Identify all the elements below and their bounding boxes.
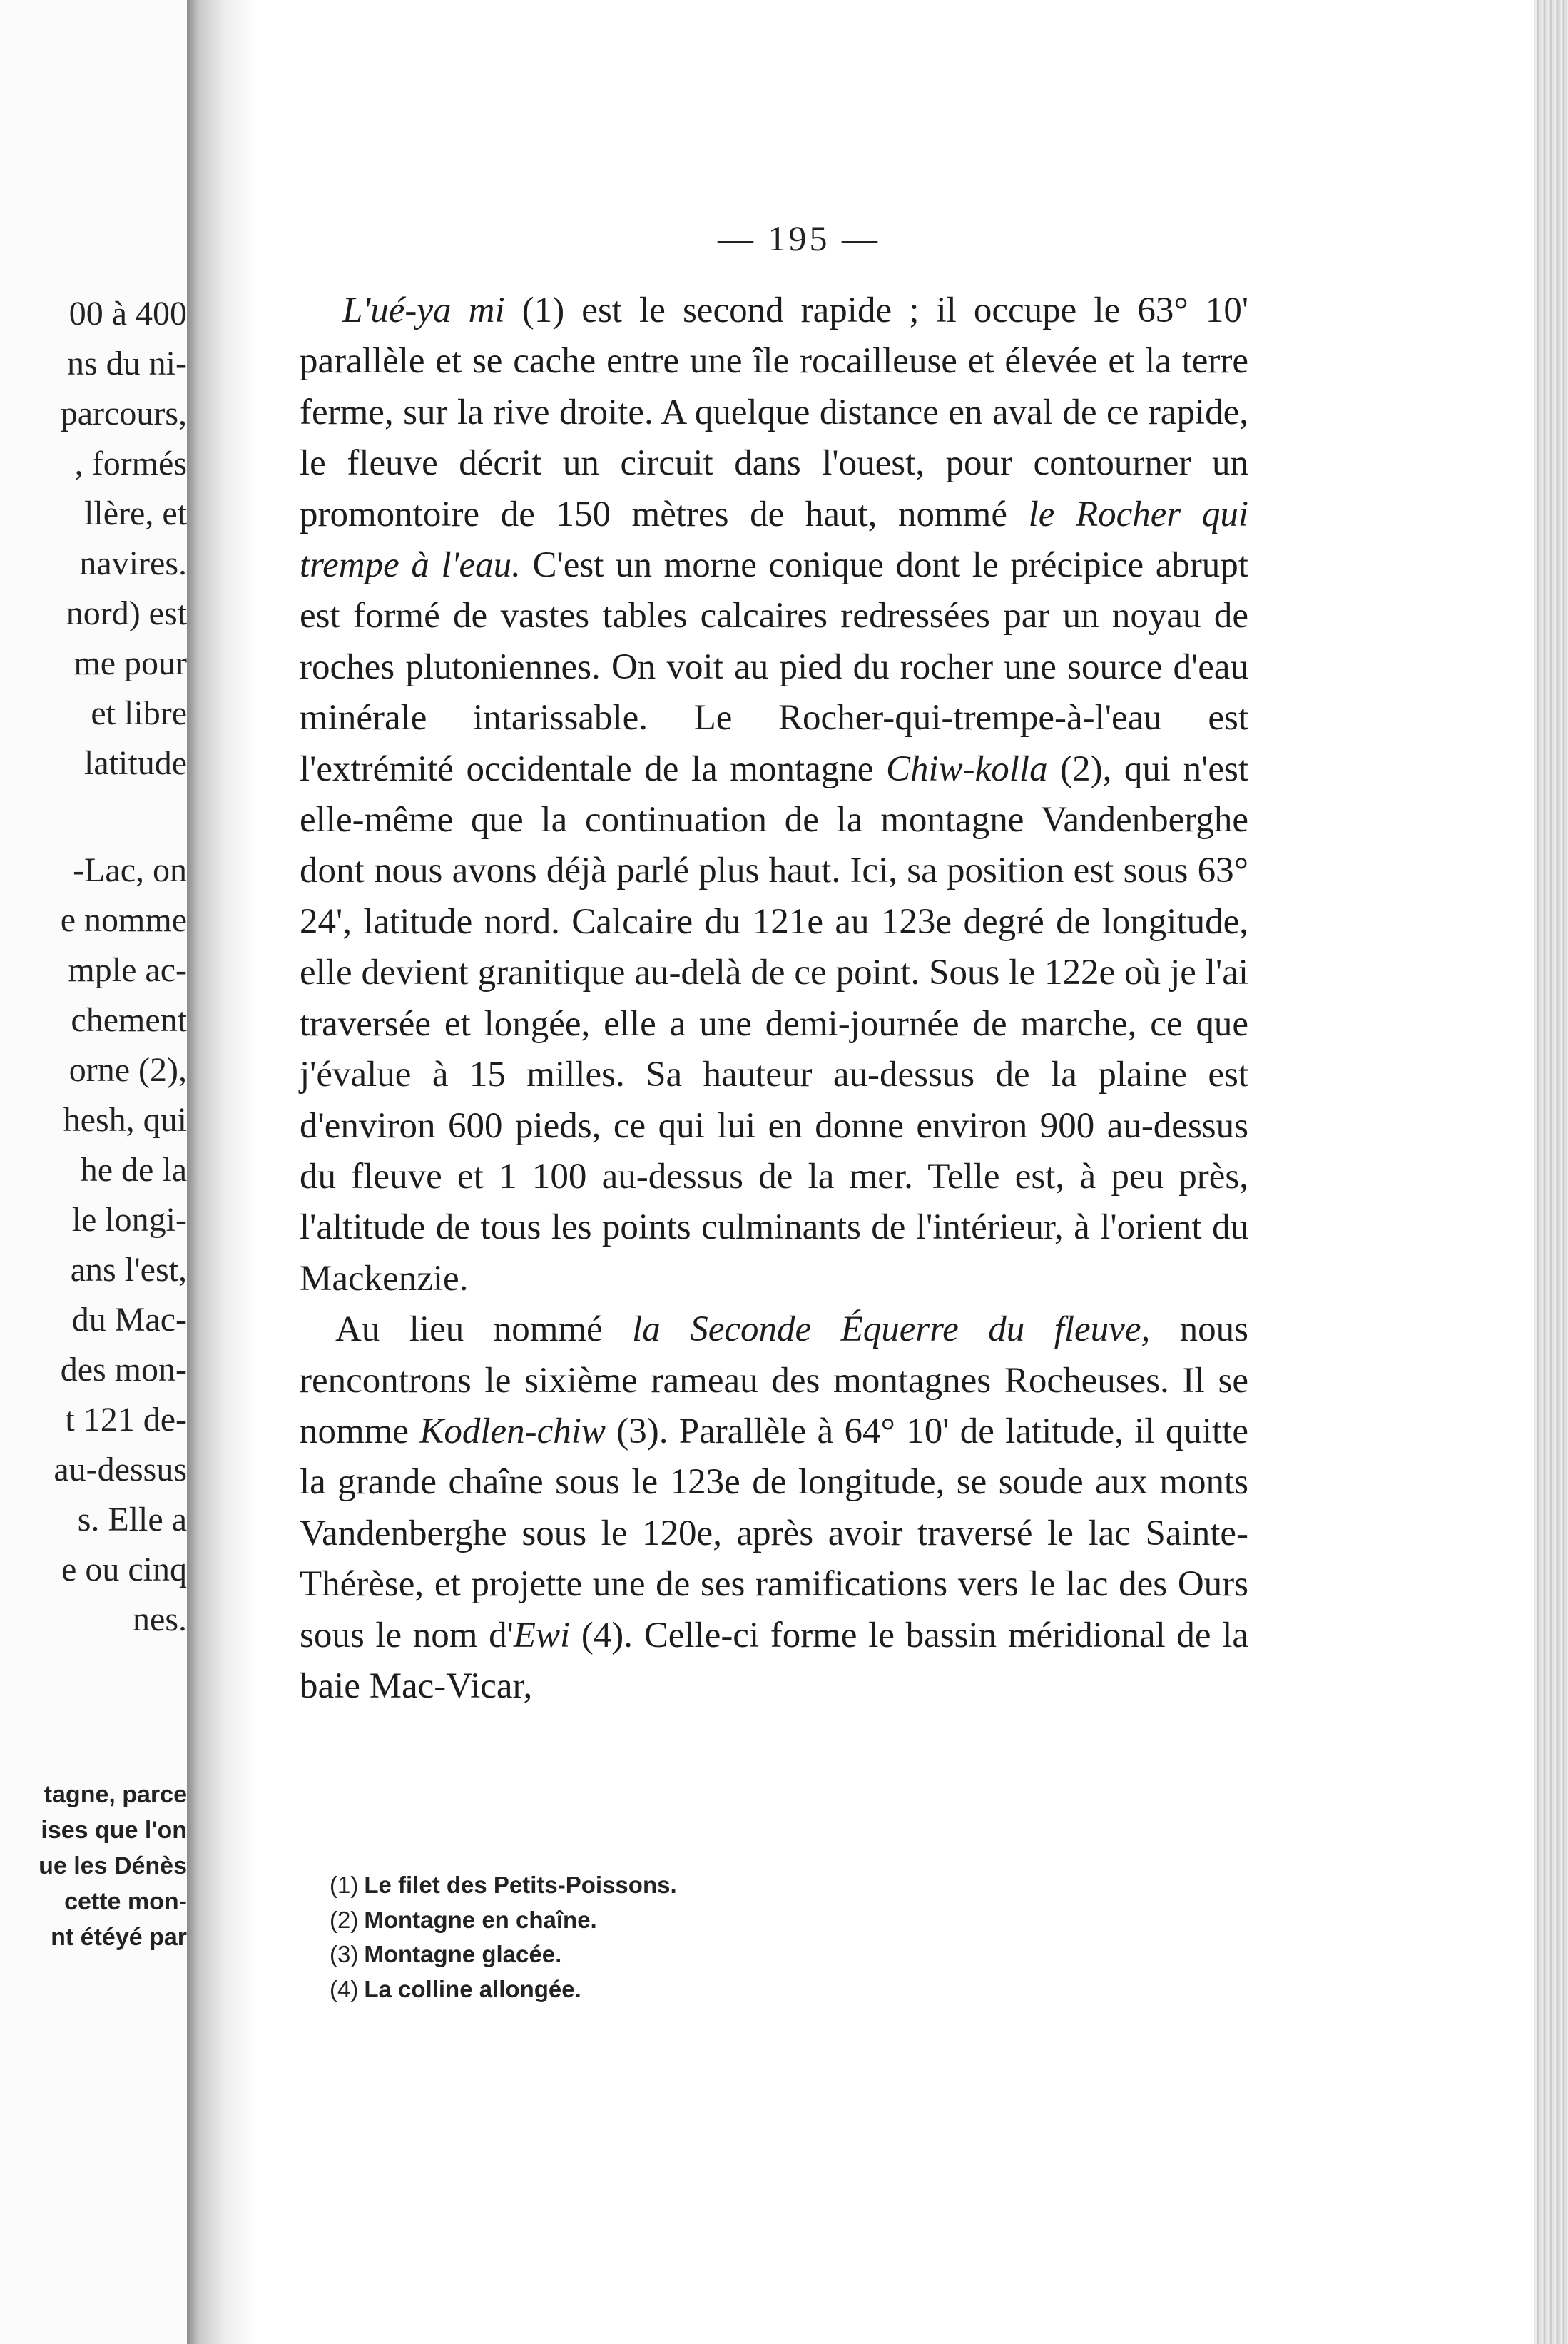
paragraph: [300, 1304, 1248, 1712]
footnote-number: (3): [330, 1941, 359, 1967]
left-line: me pour: [73, 644, 187, 682]
left-line: s. Elle a: [77, 1501, 187, 1538]
text-run: (1) est le second rapide ; il occupe le 63° 10' parallèle et se cache entre une île rocailleuse et élevée et la terre ferme, sur la rive droite. A quelque distance en aval de ce rapide, le fleuve décrit un circuit dans l'ouest, pour contourner un promontoire de 150 mètres de haut, nommé: [300, 290, 1249, 534]
footnote: [330, 1868, 1043, 1903]
text-run: C'est un morne conique dont le précipice abrupt est formé de vastes tables calcaires redressées par un noyau de roches plutoniennes. On voit au pied du rocher une source d'eau minérale intarissable. Le Rocher-qui-trempe-à-l'eau est l'extrémité occidentale de la montagne: [300, 545, 1248, 789]
left-line: latitude: [84, 744, 187, 782]
italic-term: la Seconde Équerre du fleuve,: [632, 1309, 1151, 1350]
text-run: (3). Parallèle à 64° 10' de latitude, il quitte la grande chaîne sous le 123e de longitude, se soude aux monts Vandenberghe sous le 120e, après avoir traversé le lac Sainte-Thérèse, et projette une de ses ramifications vers le lac des Ours sous le nom d': [300, 1411, 1248, 1655]
main-text-block: [300, 285, 1248, 1712]
italic-term: Chiw-kolla: [885, 749, 1048, 789]
book-gutter-shadow: [187, 0, 255, 2344]
left-line: et libre: [91, 694, 187, 732]
italic-term: L'ué-ya mi: [342, 290, 505, 330]
left-line: nord) est: [66, 594, 187, 632]
text-run: Au lieu nommé: [335, 1309, 633, 1350]
left-line: ans l'est,: [70, 1251, 187, 1289]
left-line: he de la: [80, 1151, 187, 1189]
left-line: ns du ni-: [67, 345, 187, 382]
left-line: orne (2),: [68, 1051, 187, 1089]
footnote-text: La colline allongée.: [364, 1975, 581, 2002]
text-run: (2), qui n'est elle-même que la continuation de la montagne Vandenberghe dont nous avons déjà parlé plus haut. Ici, sa position est sous 63° 24', latitude nord. Calcaire du 121e au 123e degré de longitude, elle devient granitique au-delà de ce point. Sous le 122e où je l'ai traversée et longée, elle a une demi-journée de marche, ce que j'évalue à 15 milles. Sa hauteur au-dessus de la plaine est d'environ 600 pieds, ce qui lui en donne environ 900 au-dessus du fleuve et 1 100 au-dessus de la mer. Telle est, à peu près, l'altitude de tous les points culminants de l'intérieur, à l'orient du Mackenzie.: [300, 749, 1248, 1299]
left-line: chement: [71, 1001, 187, 1039]
footnote-number: (4): [330, 1975, 359, 2002]
footnote-number: (2): [330, 1906, 359, 1933]
left-page-fragment: [0, 0, 187, 2344]
footnote: [330, 1937, 1043, 1972]
left-note-line: nt étéyé par: [51, 1924, 187, 1951]
italic-term: Kodlen-chiw: [419, 1411, 606, 1451]
left-note-line: tagne, parce: [44, 1781, 187, 1808]
italic-term: Ewi: [513, 1615, 571, 1655]
page-number: — 195 —: [718, 218, 880, 258]
left-note-line: ises que l'on: [41, 1817, 187, 1844]
left-note-line: ue les Dénès: [39, 1852, 187, 1879]
left-line: t 121 de-: [65, 1401, 187, 1439]
left-line: du Mac-: [71, 1301, 187, 1339]
left-line: le longi-: [71, 1201, 187, 1239]
left-line: au-dessus: [54, 1451, 187, 1488]
left-line: e ou cinq: [61, 1551, 187, 1588]
left-note-line: cette mon-: [64, 1888, 187, 1915]
text-run: nous rencontrons le sixième rameau des montagnes Rocheuses. Il se nomme: [300, 1309, 1248, 1451]
page-stack-edge: [1534, 0, 1568, 2344]
left-line: parcours,: [60, 395, 187, 432]
left-line: 00 à 400: [68, 295, 187, 333]
footnote: [330, 1903, 1043, 1938]
left-line: e nomme: [60, 901, 187, 939]
paragraph: [300, 285, 1248, 1304]
left-line: llère, et: [84, 494, 187, 532]
text-run: (4). Celle-ci forme le bassin méridional de la baie Mac-Vicar,: [300, 1615, 1248, 1706]
left-line: des mon-: [60, 1351, 187, 1389]
footnote-number: (1): [330, 1872, 359, 1898]
left-line: hesh, qui: [63, 1101, 187, 1139]
footnote-text: Montagne en chaîne.: [364, 1906, 597, 1933]
left-line: , formés: [74, 445, 187, 482]
footnote-text: Montagne glacée.: [364, 1941, 562, 1967]
italic-term: le Rocher qui trempe à l'eau.: [300, 494, 1249, 586]
left-line: -Lac, on: [73, 851, 187, 889]
footnote: [330, 1972, 1043, 2007]
left-line: nes.: [133, 1600, 187, 1638]
footnotes: [330, 1868, 1043, 2006]
left-line: navires.: [79, 544, 187, 582]
footnote-text: Le filet des Petits-Poissons.: [364, 1872, 677, 1898]
left-line: mple ac-: [68, 951, 187, 989]
